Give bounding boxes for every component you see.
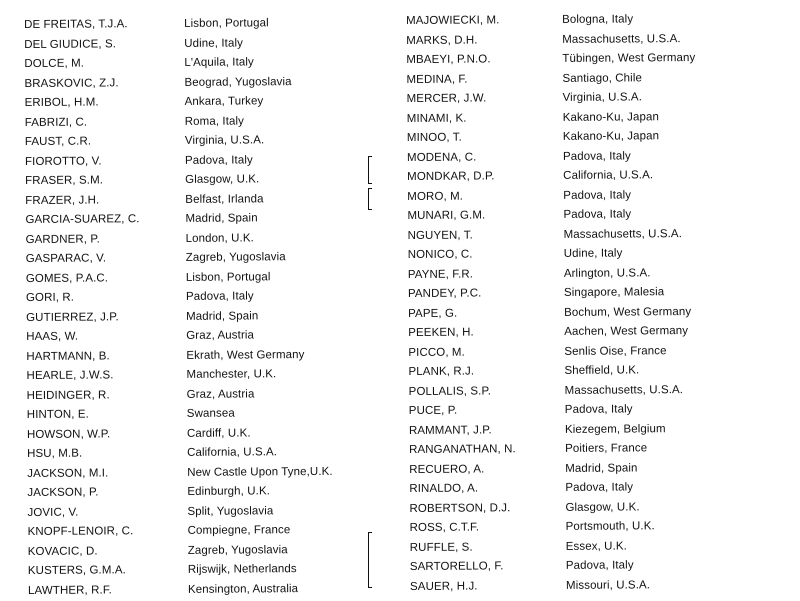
participant-row xyxy=(24,33,384,55)
participant-location: Kakano-Ku, Japan xyxy=(562,130,660,143)
participant-name: FRAZER, J.H. xyxy=(25,193,100,207)
participant-location: Bochum, West Germany xyxy=(564,305,692,319)
participant-name: HEIDINGER, R. xyxy=(26,388,110,402)
participant-name: MBAEYI, P.N.O. xyxy=(406,53,491,66)
participant-name: MERCER, J.W. xyxy=(406,92,487,105)
participant-location: Poitiers, France xyxy=(565,442,648,455)
participant-location: Santiago, Chile xyxy=(562,71,643,85)
participant-row xyxy=(409,477,789,499)
participant-location: Padova, Italy xyxy=(562,149,631,163)
participant-name: ROSS, C.T.F. xyxy=(409,521,480,534)
participant-name: PICCO, M. xyxy=(408,346,465,359)
participant-name: FIOROTTO, V. xyxy=(24,154,102,168)
participant-name: POLLALIS, S.P. xyxy=(408,384,492,398)
bracket-mark xyxy=(368,188,375,210)
participant-location: Sheffield, U.K. xyxy=(564,364,640,377)
participant-location: Padova, Italy xyxy=(565,481,634,494)
participant-location: Senlis Oise, France xyxy=(564,344,667,358)
participant-location: Lisbon, Portugal xyxy=(184,17,269,30)
participant-name: RANGANATHAN, N. xyxy=(409,443,516,456)
participant-location: Padova, Italy xyxy=(563,188,632,202)
participant-location: Kensington, Australia xyxy=(187,582,299,596)
participant-name: GUTIERREZ, J.P. xyxy=(26,310,119,324)
participant-row xyxy=(27,501,387,523)
participant-row xyxy=(408,321,788,343)
participant-name: NGUYEN, T. xyxy=(407,229,473,242)
participant-location: Belfast, Irlanda xyxy=(185,192,264,206)
participant-row xyxy=(25,169,385,191)
participant-location: L'Aquila, Italy xyxy=(184,56,254,69)
participant-name: NONICO, C. xyxy=(407,248,473,261)
participant-location: California, U.S.A. xyxy=(187,446,278,459)
participant-location: Virginia, U.S.A. xyxy=(562,91,643,104)
participant-row xyxy=(407,146,787,168)
participant-row xyxy=(27,423,387,445)
participant-location: Ekrath, West Germany xyxy=(186,348,305,362)
participant-row xyxy=(28,520,388,542)
participant-name: MODENA, C. xyxy=(406,151,477,164)
participant-row xyxy=(25,189,385,211)
participant-row xyxy=(408,360,788,382)
participant-location: Bologna, Italy xyxy=(562,13,634,26)
participant-row xyxy=(24,72,384,94)
bracket-mark xyxy=(368,156,375,184)
participant-row xyxy=(25,208,385,230)
participant-name: DOLCE, M. xyxy=(24,57,85,70)
participant-location: Padova, Italy xyxy=(565,559,634,572)
participant-location: California, U.S.A. xyxy=(563,169,654,182)
participant-name: KOVACIC, D. xyxy=(27,544,98,558)
participant-row xyxy=(25,111,385,133)
participant-row xyxy=(407,87,787,109)
participant-row xyxy=(25,91,385,113)
participant-location: Tübingen, West Germany xyxy=(562,51,696,65)
participant-location: Beograd, Yugoslavia xyxy=(184,75,292,89)
participant-name: HAAS, W. xyxy=(26,330,79,343)
participant-row xyxy=(27,403,387,425)
participant-row xyxy=(28,540,388,562)
participant-location: Glasgow, U.K. xyxy=(185,173,260,186)
participant-name: ERIBOL, H.M. xyxy=(24,96,99,109)
participant-location: Essex, U.K. xyxy=(565,539,627,553)
participant-row xyxy=(409,497,789,519)
participant-name: MINAMI, K. xyxy=(406,112,467,125)
participants-left-column xyxy=(24,13,388,600)
participant-name: HEARLE, J.W.S. xyxy=(26,369,114,382)
participant-location: Cardiff, U.K. xyxy=(186,426,251,440)
participant-name: GOMES, P.A.C. xyxy=(25,271,109,285)
participant-location: Swansea xyxy=(186,407,235,420)
participant-location: London, U.K. xyxy=(185,231,254,245)
participant-name: PAPE, G. xyxy=(408,307,458,320)
participant-name: KUSTERS, G.M.A. xyxy=(27,564,126,577)
participant-location: Udine, Italy xyxy=(563,247,623,260)
participant-row xyxy=(406,48,786,70)
participant-name: GORI, R. xyxy=(25,291,75,304)
participant-row xyxy=(27,442,387,464)
participant-location: Padova, Italy xyxy=(563,208,632,221)
participant-row xyxy=(407,107,787,129)
participant-location: Madrid, Spain xyxy=(185,212,258,225)
participant-location: Virginia, U.S.A. xyxy=(184,134,265,147)
participant-row xyxy=(406,9,786,31)
participant-location: Kiezegem, Belgium xyxy=(564,422,666,436)
participant-row xyxy=(26,286,386,308)
participant-name: HINTON, E. xyxy=(26,408,89,421)
participant-row xyxy=(408,282,788,304)
participant-name: JOVIC, V. xyxy=(27,506,79,519)
participant-row xyxy=(407,126,787,148)
participants-right-column xyxy=(406,9,790,597)
participant-row xyxy=(409,438,789,460)
participant-location: Udine, Italy xyxy=(184,36,243,50)
participant-name: JACKSON, M.I. xyxy=(27,466,109,480)
participant-location: Ankara, Turkey xyxy=(184,95,264,108)
participant-location: Roma, Italy xyxy=(184,114,245,128)
participant-name: PEEKEN, H. xyxy=(408,326,474,339)
participant-name: GARCIA-SUAREZ, C. xyxy=(25,213,140,226)
participant-location: Compiegne, France xyxy=(187,524,291,537)
participant-row xyxy=(25,130,385,152)
participant-location: Madrid, Spain xyxy=(565,461,638,475)
participant-location: Portsmouth, U.K. xyxy=(565,520,655,533)
participant-name: ROBERTSON, D.J. xyxy=(409,501,511,515)
participant-row xyxy=(26,345,386,367)
participant-location: Zagreb, Yugoslavia xyxy=(185,251,286,264)
participant-name: HSU, M.B. xyxy=(27,447,83,460)
participant-name: HARTMANN, B. xyxy=(26,349,110,363)
participant-location: New Castle Upon Tyne,U.K. xyxy=(187,465,333,479)
participant-location: Edinburgh, U.K. xyxy=(187,485,271,498)
participant-row xyxy=(27,384,387,406)
participant-name: RINALDO, A. xyxy=(409,482,479,495)
participant-row xyxy=(28,579,388,601)
participant-name: MUNARI, G.M. xyxy=(407,209,486,222)
participant-name: MEDINA, F. xyxy=(406,73,468,86)
participant-location: Massachusetts, U.S.A. xyxy=(564,383,684,397)
participant-name: FRASER, S.M. xyxy=(25,174,104,187)
participant-row xyxy=(409,419,789,441)
participant-row xyxy=(407,204,787,226)
participant-location: Glasgow, U.K. xyxy=(565,500,640,514)
participant-row xyxy=(27,462,387,484)
participant-name: DEL GIUDICE, S. xyxy=(24,37,117,51)
participant-row xyxy=(26,247,386,269)
participant-name: BRASKOVIC, Z.J. xyxy=(24,76,119,90)
bracket-mark xyxy=(368,532,375,588)
participant-row xyxy=(409,380,789,402)
participant-name: KNOPF-LENOIR, C. xyxy=(27,525,134,538)
participant-name: MAJOWIECKI, M. xyxy=(406,14,500,27)
participant-location: Massachusetts, U.S.A. xyxy=(562,32,681,46)
participant-row xyxy=(26,364,386,386)
participant-row xyxy=(26,267,386,289)
participant-row xyxy=(407,224,787,246)
participant-location: Padova, Italy xyxy=(184,153,253,167)
participant-row xyxy=(24,52,384,74)
participant-row xyxy=(26,306,386,328)
participant-row xyxy=(410,555,790,577)
participant-row xyxy=(408,263,788,285)
participant-name: FABRIZI, C. xyxy=(24,116,88,129)
participant-location: Lisbon, Portugal xyxy=(185,270,271,284)
participant-name: RECUERO, A. xyxy=(409,462,485,476)
participant-location: Zagreb, Yugoslavia xyxy=(187,543,288,557)
participant-location: Aachen, West Germany xyxy=(564,325,689,338)
participant-row xyxy=(25,150,385,172)
participant-location: Graz, Austria xyxy=(186,387,255,401)
participant-location: Rijswijk, Netherlands xyxy=(187,563,297,576)
participant-location: Kakano-Ku, Japan xyxy=(562,110,660,124)
participant-name: LAWTHER, R.F. xyxy=(27,583,112,597)
participant-row xyxy=(410,575,790,597)
participant-location: Split, Yugoslavia xyxy=(187,504,274,518)
participant-name: MORO, M. xyxy=(407,190,464,203)
participant-name: PAYNE, F.R. xyxy=(407,268,474,281)
participant-location: Singapore, Malesia xyxy=(563,286,665,299)
participant-row xyxy=(25,228,385,250)
participant-name: RAMMANT, J.P. xyxy=(408,423,492,437)
participant-name: FAUST, C.R. xyxy=(24,135,92,148)
participant-name: JACKSON, P. xyxy=(27,486,99,499)
participant-row xyxy=(28,559,388,581)
participant-name: GASPARAC, V. xyxy=(25,252,107,265)
participant-row xyxy=(27,481,387,503)
participant-name: SAUER, H.J. xyxy=(409,580,478,593)
participant-row xyxy=(407,165,787,187)
participant-name: HOWSON, W.P. xyxy=(26,427,111,441)
participant-row xyxy=(407,185,787,207)
participant-name: PLANK, R.J. xyxy=(408,365,475,378)
participant-name: MINOO, T. xyxy=(406,131,462,144)
participant-row xyxy=(410,536,790,558)
participant-name: MONDKAR, D.P. xyxy=(407,170,495,183)
participant-row xyxy=(409,458,789,480)
participant-name: MARKS, D.H. xyxy=(406,34,478,47)
participant-row xyxy=(406,68,786,90)
participant-location: Missouri, U.S.A. xyxy=(565,578,651,592)
participant-name: RUFFLE, S. xyxy=(409,541,473,554)
participant-name: SARTORELLO, F. xyxy=(409,560,504,573)
participant-location: Padova, Italy xyxy=(564,403,633,416)
participant-row xyxy=(409,399,789,421)
participant-location: Arlington, U.S.A. xyxy=(563,266,651,280)
participant-row xyxy=(26,325,386,347)
participant-row xyxy=(408,243,788,265)
participant-row xyxy=(410,516,790,538)
participant-location: Massachusetts, U.S.A. xyxy=(563,227,683,241)
participant-location: Manchester, U.K. xyxy=(186,368,277,381)
participant-name: PUCE, P. xyxy=(408,404,458,417)
participant-location: Padova, Italy xyxy=(185,290,254,303)
participant-name: PANDEY, P.C. xyxy=(407,287,482,300)
participant-row xyxy=(24,13,384,35)
participant-name: DE FREITAS, T.J.A. xyxy=(24,18,128,31)
participant-location: Graz, Austria xyxy=(186,329,255,342)
participant-name: GARDNER, P. xyxy=(25,232,100,246)
participant-row xyxy=(408,302,788,324)
participant-location: Madrid, Spain xyxy=(186,309,259,323)
participant-row xyxy=(408,341,788,363)
participant-row xyxy=(406,29,786,51)
